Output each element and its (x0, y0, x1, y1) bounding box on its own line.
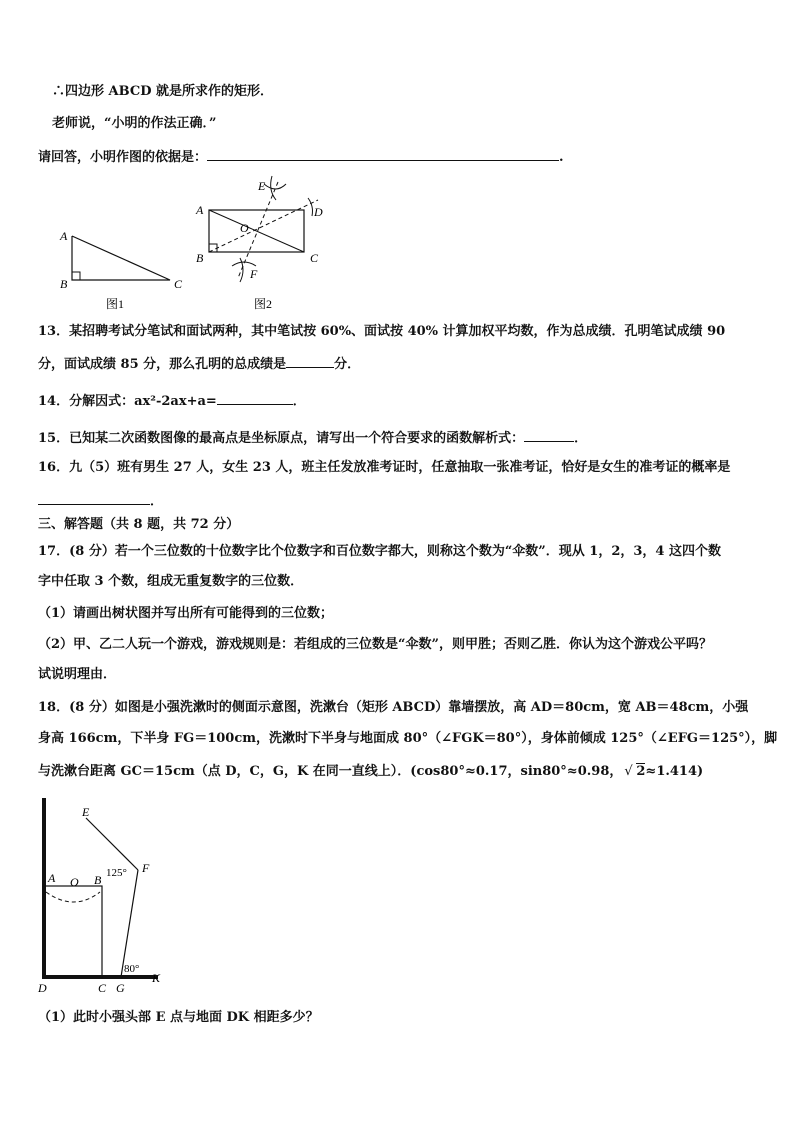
fig2-diagonal-bd (209, 200, 318, 252)
fig3-label-d: D (38, 981, 47, 995)
fig2-arc-e1 (264, 184, 286, 189)
fig2-caption: 图2 (254, 297, 273, 311)
q13-end: 分． (334, 357, 361, 372)
fig3-label-f: F (142, 861, 150, 875)
fig2-label-d: D (314, 205, 323, 219)
fig3-label-e: E (82, 805, 90, 819)
fig2-right-angle-mark (209, 244, 217, 252)
fig3-label-g: G (116, 981, 125, 995)
question-16-line-1: 16．九（5）班有男生 27 人，女生 23 人，班主任发放准考证时，任意抽取一张准考证，恰好是女生的准考证的概率是 (38, 460, 731, 475)
q14-end: ． (292, 394, 306, 409)
fig3-label-k: K (152, 971, 161, 985)
question-13-line-2 (38, 353, 360, 375)
fig2-label-f: F (250, 267, 258, 281)
section-3-heading: 三、解答题（共 8 题，共 72 分） (38, 517, 240, 532)
question-13-line-1: 13．某招聘考试分笔试和面试两种，其中笔试按 60%、面试按 40% 计算加权平均数，作为总成绩．孔明笔试成绩 90 (38, 324, 726, 339)
q18-sqrt (624, 763, 646, 779)
line-basis (38, 146, 564, 168)
question-18-line-1: 18．(8 分）如图是小强洗漱时的侧面示意图，洗漱台（矩形 ABCD）靠墙摆放，高 AD＝80cm，宽 AB＝48cm，小强 (38, 700, 749, 715)
fig1-label-b: B (60, 277, 68, 291)
question-17-line-1: 17．(8 分）若一个三位数的十位数字比个位数字和百位数字都大，则称这个数为“伞数”．现从 1，2，3，4 这四个数 (38, 544, 722, 559)
q16-end: ． (150, 494, 164, 509)
line-teacher: 老师说，“小明的作法正确．” (52, 116, 217, 131)
line-conclusion: ∴四边形 ABCD 就是所求作的矩形． (52, 84, 273, 99)
basis-text: 请回答，小明作图的依据是： (38, 150, 208, 165)
q18-sqrt-radicand: 2 (636, 764, 646, 779)
question-16-line-2 (38, 490, 163, 512)
fig2-label-c: C (310, 251, 319, 265)
fig3-basin-arc (46, 892, 100, 902)
fig2-label-a: A (196, 203, 204, 217)
question-18-part-1: （1）此时小强头部 E 点与地面 DK 相距多少？ (38, 1010, 319, 1025)
fig2-label-o: O (240, 221, 249, 235)
fig3-upper-body-ef (86, 818, 138, 870)
fig3-label-o: O (70, 875, 79, 889)
question-15 (38, 427, 587, 449)
figure-2 (195, 176, 323, 311)
fig3-label-a: A (48, 871, 56, 885)
q18-values-end: ≈1.414) (645, 764, 704, 779)
fig3-lower-body-fg (121, 870, 138, 977)
question-17-line-5: 试说明理由． (38, 667, 117, 682)
question-18-line-3 (38, 762, 703, 782)
fig2-label-e: E (258, 179, 266, 193)
basis-end: . (559, 150, 564, 165)
fig3-label-b: B (94, 873, 102, 887)
fig2-arc-d (308, 198, 313, 216)
q16-answer-blank[interactable] (38, 490, 150, 505)
construction-figures (50, 170, 350, 315)
fig1-caption: 图1 (106, 297, 125, 311)
fig3-sink-rectangle (44, 886, 102, 977)
fig1-label-a: A (60, 229, 68, 243)
question-17-line-2: 字中任取 3 个数，组成无重复数字的三位数． (38, 574, 304, 589)
fig3-angle-f: 125° (106, 867, 127, 879)
basis-answer-blank[interactable] (207, 146, 559, 161)
sqrt-sign-icon: √ (624, 764, 633, 779)
fig3-angle-g: 80° (124, 963, 140, 975)
q15-answer-blank[interactable] (524, 427, 574, 442)
fig1-right-angle-mark (72, 272, 80, 280)
q15-end: ． (574, 431, 588, 446)
question-17-part-1: （1）请画出树状图并写出所有可能得到的三位数； (38, 606, 334, 621)
figure-1 (59, 229, 183, 311)
fig2-label-b: B (196, 251, 204, 265)
fig1-label-c: C (174, 277, 183, 291)
q18-values-text: 与洗漱台距离 GC＝15cm（点 D，C，G，K 在同一直线上）．(cos80°≈0.17，sin80°≈0.98， (38, 764, 623, 779)
question-14 (38, 390, 306, 412)
question-18-line-2: 身高 166cm，下半身 FG＝100cm，洗漱时下半身与地面成 80°（∠FGK＝80°），身体前倾成 125°（∠EFG＝125°），脚 (38, 731, 778, 746)
fig3-label-c: C (98, 981, 107, 995)
washing-figure (30, 792, 210, 1002)
fig1-triangle (72, 236, 170, 280)
q15-text: 15．已知某二次函数图像的最高点是坐标原点，请写出一个符合要求的函数解析式： (38, 431, 525, 446)
q13-answer-blank[interactable] (286, 353, 334, 368)
question-17-part-2: （2）甲、乙二人玩一个游戏，游戏规则是：若组成的三位数是“伞数”，则甲胜；否则乙胜．你认为这个游戏公平吗？ (38, 637, 713, 652)
q14-answer-blank[interactable] (217, 390, 293, 405)
q14-text: 14．分解因式：ax²-2ax+a= (38, 394, 217, 409)
q13-text: 分，面试成绩 85 分，那么孔明的总成绩是 (38, 357, 287, 372)
